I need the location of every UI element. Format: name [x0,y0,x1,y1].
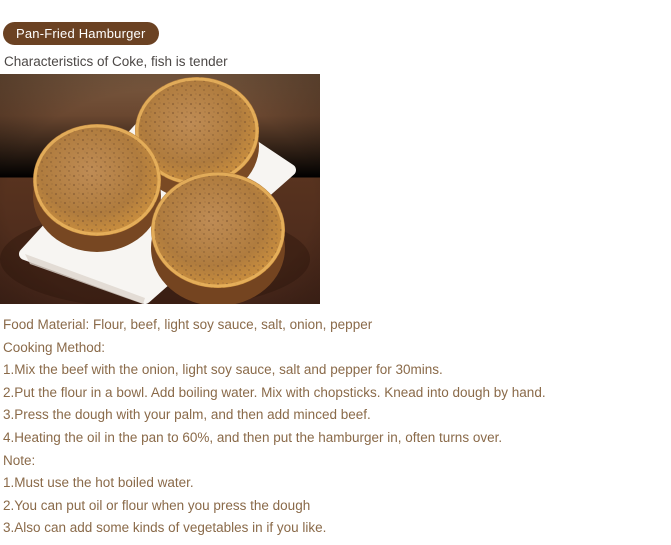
cooking-step-3: 3.Press the dough with your palm, and then add minced beef. [3,407,371,423]
note-2: 2.You can put oil or flour when you press the dough [3,497,311,513]
food-photo-illustration [0,74,320,304]
recipe-body [3,314,671,540]
cooking-step-1: 1.Mix the beef with the onion, light soy sauce, salt and pepper for 30mins. [3,362,443,378]
patty-bottom [151,172,285,304]
food-material-line: Food Material: Flour, beef, light soy sauce, salt, onion, pepper [3,317,373,332]
cooking-method-label: Cooking Method: [3,339,106,355]
note-label: Note: [3,452,36,468]
recipe-title-badge: Pan-Fried Hamburger [3,22,159,45]
cooking-step-4: 4.Heating the oil in the pan to 60%, and then put the hamburger in, often turns over. [3,429,503,445]
note-3: 3.Also can add some kinds of vegetables in if you like. [3,520,327,536]
patty-left [33,124,161,252]
recipe-subtitle: Characteristics of Coke, fish is tender [4,54,228,69]
cooking-step-2: 2.Put the flour in a bowl. Add boiling water. Mix with chopsticks. Knead into dough by hand. [3,384,546,400]
recipe-photo [0,74,320,304]
note-1: 1.Must use the hot boiled water. [3,475,194,491]
